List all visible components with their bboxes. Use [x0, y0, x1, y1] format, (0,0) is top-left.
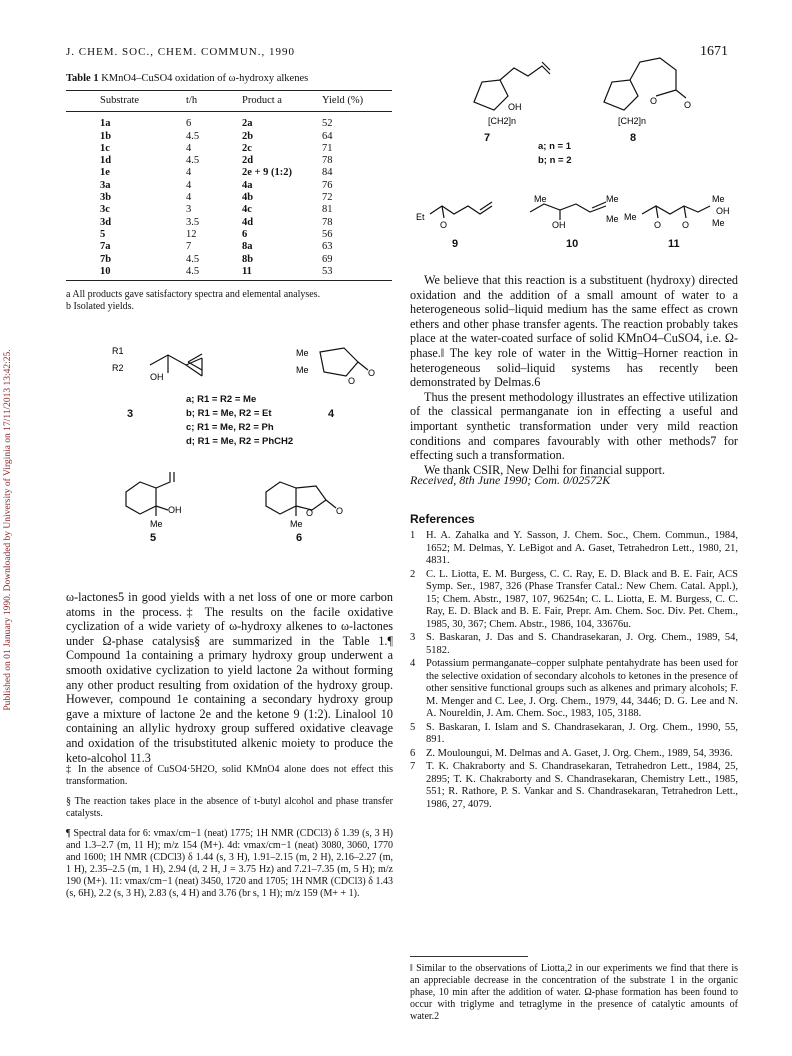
reference-item — [410, 569, 738, 632]
footnote-dagger: ‡ In the absence of CuSO4·5H2O, solid KMnO4 alone does not effect this transformation. — [66, 764, 393, 787]
cell-product: 4d — [242, 216, 254, 228]
structures-7-8 — [470, 52, 730, 132]
cell-product: 2a — [242, 118, 253, 130]
cell-time: 4 — [186, 167, 192, 179]
page-number: 1671 — [700, 44, 728, 59]
reference-text: Z. Mouloungui, M. Delmas and A. Gaset, J. Org. Chem., 1989, 54, 3936. — [426, 747, 733, 759]
reference-number: 4 — [410, 658, 416, 669]
reference-number: 2 — [410, 568, 416, 580]
reference-item — [410, 722, 738, 747]
cell-time: 4 — [186, 192, 192, 204]
legend-3 — [186, 393, 293, 449]
oh-label-7: OH — [508, 102, 522, 112]
footnote-section: § The reaction takes place in the absence of t-butyl alcohol and phase transfer catalysts. — [66, 796, 393, 819]
me-label-4b: Me — [296, 365, 309, 375]
references-title: References — [410, 512, 475, 526]
label-4: 4 — [328, 408, 335, 420]
cell-yield: 76 — [322, 179, 333, 191]
cell-time: 4.5 — [186, 155, 200, 167]
oh-label-11: OH — [716, 206, 730, 216]
reference-number: 7 — [410, 761, 416, 772]
me-label-10b: Me — [606, 194, 619, 204]
reference-text: S. Baskaran, J. Das and S. Chandrasekaran, J. Org. Chem., 1989, 54, 5182. — [426, 632, 738, 656]
table-row — [66, 180, 392, 192]
reference-item — [410, 761, 738, 811]
reference-item — [410, 748, 738, 761]
left-body-paragraph: ω-lactones5 in good yields with a net loss of one or more carbon atoms in the process.‡ The results on the facile oxidative cyclization of a wide variety of ω-hydroxy alkenes to ω-lactones under Ω-phase catalysis§ are summarized in the Table 1.¶ Compound 1a containing a primary hydroxy group underwent a smooth oxidative cyclization to yield lactone 2a without forming any other product resulting from oxidation of the hydroxy group. However, compound 1e containing a secondary hydroxy group gave a mixture of lactone 2e and the ketone 9 (1:2). Linalool 10 containing an allylic hydroxy group suffered oxidative cleavage and oxidation of the trisubstituted alkenic moiety to produce the keto-alcohol 11.3 — [66, 590, 393, 765]
et-label-9: Et — [416, 212, 425, 222]
structures-5-6 — [116, 472, 356, 532]
references-list — [410, 530, 738, 812]
cell-yield: 69 — [322, 253, 333, 265]
o-label-4b: O — [368, 368, 376, 378]
cell-yield: 53 — [322, 265, 333, 277]
reference-number: 3 — [410, 632, 416, 643]
structure-9-drawing — [430, 202, 492, 218]
table-row — [66, 204, 392, 216]
cell-yield: 52 — [322, 118, 333, 130]
table-footnote-b: b Isolated yields. — [66, 301, 135, 312]
footnote-double-bar: ‖ Similar to the observations of Liotta,2 in our experiments we find that there is an appreciable decrease in the concentration of the substrate 1 in the organic phase, 10 min after the addition of water. Ω-phase formation has been found to occur with triglyme and tetraglyme in the presence of catalytic amounts of water.2 — [410, 963, 738, 1022]
structure-10-drawing — [530, 202, 606, 220]
cell-time: 6 — [186, 118, 192, 130]
reference-item — [410, 530, 738, 568]
label-6: 6 — [296, 532, 303, 544]
cell-substrate: 1c — [100, 142, 110, 154]
legend-3-a: a; R1 = R2 = Me — [186, 394, 257, 405]
table-caption-text: KMnO4–CuSO4 oxidation of ω-hydroxy alkenes — [101, 73, 309, 84]
cell-substrate: 1d — [100, 155, 112, 167]
cell-product: 8a — [242, 241, 253, 253]
table-row — [66, 167, 392, 179]
header-substrate: Substrate — [100, 95, 140, 106]
o-label-4a: O — [348, 376, 356, 386]
label-9: 9 — [452, 238, 459, 250]
cell-time: 4 — [186, 179, 192, 191]
cell-product: 2c — [242, 142, 252, 154]
table-row — [66, 241, 392, 253]
cell-product: 2e + 9 (1:2) — [242, 167, 293, 179]
legend-3-c: c; R1 = Me, R2 = Ph — [186, 422, 274, 433]
header-time: t/h — [186, 95, 198, 106]
o-label-8a: O — [650, 96, 658, 106]
ch2n-label-8: [CH2]n — [618, 116, 647, 126]
received-line: Received, 8th June 1990; Com. 0/02572K — [410, 473, 611, 487]
reference-number: 6 — [410, 747, 416, 759]
structure-11-drawing — [642, 206, 710, 218]
table-row — [66, 143, 392, 155]
results-table — [66, 90, 392, 281]
journal-header: J. CHEM. SOC., CHEM. COMMUN., 1990 — [66, 46, 295, 58]
cell-product: 6 — [242, 228, 248, 240]
structure-5-drawing — [126, 472, 174, 516]
reference-text: C. L. Liotta, E. M. Burgess, C. C. Ray, E. D. Black and B. E. Fair, ACS Symp. Ser., 1987, 326 (Phase Transfer Catal.: New Chem. Catal. Appl.), 15; Chem. Abstr., 1987, 107, 96254n; C. L. Liotta, E. M. Burgess, C. C. Ray, E. D. Black and B. E. Fair, Prepr. Am. Chem. Soc. Div. Pet. Chem., 1985, 30, 367; Chem. Abstr., 1986, 104, 33676u. — [426, 568, 738, 630]
header-product: Product a — [242, 95, 282, 106]
cell-time: 4 — [186, 142, 192, 154]
cell-time: 3.5 — [186, 216, 200, 228]
table-caption-label: Table 1 — [66, 73, 99, 84]
cell-time: 3 — [186, 204, 192, 216]
reference-text: T. K. Chakraborty and S. Chandrasekaran, Tetrahedron Lett., 1984, 25, 2895; T. K. Chakraborty and S. Chandrasekaran, Chemistry Lett., 1985, 551; R. Rathore, P. S. Vankar and S. Chandrasekaran, Tetrahedron Lett., 1986, 27, 4079. — [426, 761, 738, 810]
table-row — [66, 266, 392, 281]
legend-7-a: a; n = 1 — [538, 141, 571, 152]
reference-item — [410, 658, 738, 721]
table-row — [66, 112, 392, 131]
reference-text: H. A. Zahalka and Y. Sasson, J. Chem. Soc., Chem. Commun., 1984, 1652; M. Delmas, Y. LeBigot and A. Gaset, Tetrahedron Lett., 1980, 21, 4831. — [426, 530, 738, 566]
cell-yield: 56 — [322, 228, 333, 240]
me-label-11c: Me — [712, 218, 725, 228]
cell-substrate: 3a — [100, 179, 111, 191]
r1-label: R1 — [112, 346, 124, 356]
cell-product: 4c — [242, 204, 252, 216]
cell-yield: 78 — [322, 216, 333, 228]
ch2n-label-7: [CH2]n — [488, 116, 517, 126]
table-body — [66, 112, 392, 281]
footnote-spectral: ¶ Spectral data for 6: vmax/cm−1 (neat) 1775; 1H NMR (CDCl3) δ 1.39 (s, 3 H) and 1.3–2.7 (m, 11 H); m/z 154 (M+). 4d: vmax/cm−1 (neat) 3080, 3060, 1770 and 1600; 1H NMR (CDCl3) δ 1.44 (s, 3 H), 1.91–2.15 (m, 2 H), 2.16–2.27 (m, 1 H), 2.35–2.5 (m, 1 H), 2.94 (d, 2 H, J = 3.75 Hz) and 7.21–7.35 (m, 5 H); m/z 190 (M+). 11: vmax/cm−1 (neat) 3450, 1720 and 1705; 1H NMR (CDCl3) δ 1.43 (s, 6H), 2.2 (s, 3 H), 2.83 (s, 4 H) and 3.76 (br s, 1 H); m/z 159 (M+ + 1). — [66, 828, 393, 899]
legend-3-d: d; R1 = Me, R2 = PhCH2 — [186, 436, 294, 447]
cell-substrate: 1a — [100, 118, 111, 130]
me-label-4a: Me — [296, 348, 309, 358]
cell-yield: 71 — [322, 142, 333, 154]
cell-substrate: 3b — [100, 192, 112, 204]
o-label-11a: O — [654, 220, 662, 230]
reference-number: 1 — [410, 530, 416, 541]
legend-7-b: b; n = 2 — [538, 155, 572, 166]
cell-time: 4.5 — [186, 265, 200, 277]
structures-9-10-11 — [410, 190, 740, 240]
structures-3-4 — [110, 340, 390, 400]
right-paragraph-3: We thank CSIR, New Delhi for financial support. — [424, 462, 666, 477]
cell-yield: 64 — [322, 130, 333, 142]
cell-product: 11 — [242, 265, 252, 277]
right-body — [410, 273, 738, 477]
label-11: 11 — [668, 238, 680, 250]
cell-substrate: 10 — [100, 265, 111, 277]
cell-product: 2b — [242, 130, 254, 142]
oh-label-3: OH — [150, 372, 164, 382]
o-label-11b: O — [682, 220, 690, 230]
table-row — [66, 254, 392, 266]
cell-time: 4.5 — [186, 253, 200, 265]
table-caption — [66, 73, 308, 84]
table-row — [66, 217, 392, 229]
cell-yield: 81 — [322, 204, 333, 216]
o-label-8b: O — [684, 100, 692, 110]
oh-label-10: OH — [552, 220, 566, 230]
cell-substrate: 1b — [100, 130, 112, 142]
me-label-5: Me — [150, 519, 163, 529]
cell-product: 2d — [242, 155, 254, 167]
o-label-6b: O — [336, 506, 344, 516]
o-label-9: O — [440, 220, 448, 230]
structure-8-drawing — [604, 58, 686, 110]
cell-time: 4.5 — [186, 130, 200, 142]
cell-substrate: 1e — [100, 167, 110, 179]
structure-6-drawing — [266, 482, 336, 516]
cell-yield: 84 — [322, 167, 333, 179]
table-row — [66, 131, 392, 143]
cell-product: 4b — [242, 192, 254, 204]
table-row — [66, 155, 392, 167]
right-paragraph-1: We believe that this reaction is a substituent (hydroxy) directed oxidation and the addition of a small amount of water to a heterogeneous solid–liquid medium has the same effect as crown ethers and other phase transfer agents. The reaction probably takes place at the water-coated surface of solid KMnO4–CuSO4, i.e. Ω-phase.‖ The key role of water in the Wittig–Horner reaction in heterogeneous solid–liquid systems has recently been demonstrated by Delmas.6 — [410, 273, 738, 390]
label-5: 5 — [150, 532, 157, 544]
cell-time: 12 — [186, 228, 197, 240]
table-header-row — [66, 91, 392, 112]
cell-yield: 72 — [322, 192, 333, 204]
footnote-divider — [410, 956, 528, 957]
download-notice — [0, 40, 16, 1020]
table-footnote-a: a All products gave satisfactory spectra and elemental analyses. — [66, 289, 321, 300]
structure-4-drawing — [320, 348, 368, 376]
cell-time: 7 — [186, 241, 192, 253]
table-row — [66, 229, 392, 241]
label-10: 10 — [566, 238, 579, 250]
me-label-11b: Me — [712, 194, 725, 204]
r2-label: R2 — [112, 363, 124, 373]
me-label-10a: Me — [534, 194, 547, 204]
legend-7 — [538, 140, 572, 168]
me-label-11a: Me — [624, 212, 637, 222]
me-label-6: Me — [290, 519, 303, 529]
cell-yield: 78 — [322, 155, 333, 167]
reference-text: S. Baskaran, I. Islam and S. Chandrasekaran, J. Org. Chem., 1990, 55, 891. — [426, 721, 738, 745]
label-7: 7 — [484, 132, 491, 144]
cell-substrate: 7b — [100, 253, 112, 265]
cell-yield: 63 — [322, 241, 333, 253]
legend-3-b: b; R1 = Me, R2 = Et — [186, 408, 272, 419]
o-label-6a: O — [306, 508, 314, 518]
cell-substrate: 3c — [100, 204, 110, 216]
cell-substrate: 5 — [100, 228, 106, 240]
cell-substrate: 3d — [100, 216, 112, 228]
cell-substrate: 7a — [100, 241, 111, 253]
download-notice-text: Published on 01 January 1990. Downloaded by University of Virginia on 17/11/2013 13:42:25. — [3, 349, 13, 711]
table-row — [66, 192, 392, 204]
label-3: 3 — [127, 408, 134, 420]
header-yield: Yield (%) — [322, 95, 364, 106]
reference-text: Potassium permanganate–copper sulphate pentahydrate has been used for the selective oxidation of secondary alcohols to ketones in the presence of other sensitive functional groups such as alkenes and primary alcohols; F. M. Menger and C. Lee, J. Org. Chem., 1979, 44, 3446; D. G. Lee and N. A. Noureldin, J. Am. Chem. Soc., 1983, 105, 3188. — [426, 658, 738, 719]
right-paragraph-2: Thus the present methodology illustrates an effective utilization of the classical permanganate ion in effecting a useful and important synthetic transformation under very mild reaction conditions and compares favourably with other methods7 for effecting such a transformation. — [410, 389, 738, 463]
me-label-10c: Me — [606, 214, 619, 224]
cell-product: 4a — [242, 179, 253, 191]
table-footnotes — [66, 289, 394, 313]
oh-label-5: OH — [168, 505, 182, 515]
reference-number: 5 — [410, 721, 416, 733]
reference-item — [410, 632, 738, 657]
label-8: 8 — [630, 132, 637, 144]
cell-product: 8b — [242, 253, 254, 265]
